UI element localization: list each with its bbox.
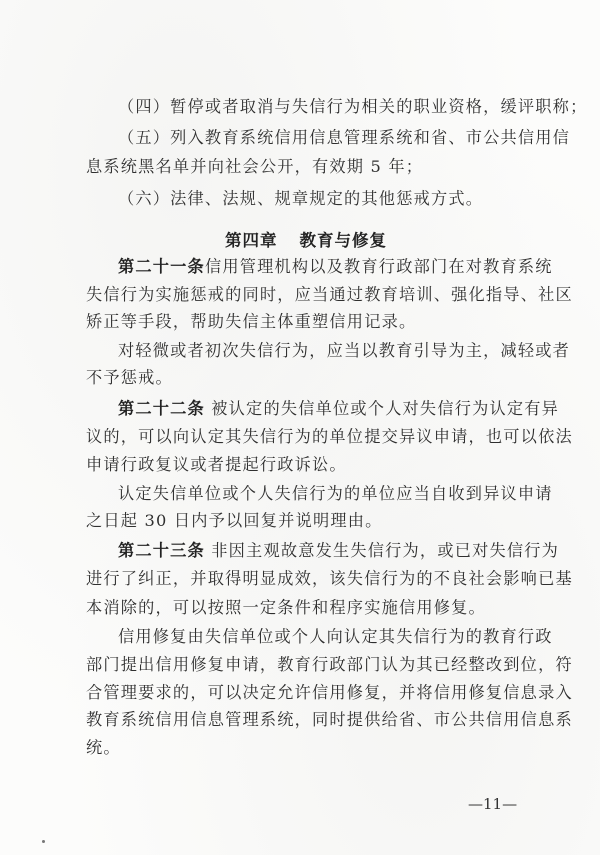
article-21-text: 信用管理机构以及教育行政部门在对教育系统: [204, 257, 553, 276]
list-item-4: （四）暂停或者取消与失信行为相关的职业资格，缓评职称；: [118, 97, 588, 116]
scan-speck: [42, 840, 45, 843]
article-23-para2-line-4: 教育系统信用信息管理系统，同时提供给省、市公共信用信息系: [86, 710, 573, 729]
article-22-line-2: 议的，可以向认定其失信行为的单位提交异议申请，也可以依法: [86, 427, 573, 446]
page-number: —11—: [468, 795, 518, 813]
chapter-title: 教育与修复: [299, 231, 387, 250]
article-22-text: 被认定的失信单位或个人对失信行为认定有异: [204, 399, 560, 418]
article-21-line-1: [118, 257, 553, 277]
article-22-para2-line-2: 之日起 30 日内予以回复并说明理由。: [86, 511, 383, 530]
chapter-heading: [0, 231, 600, 251]
article-23-line-1: [118, 541, 560, 561]
article-21-para2-line-2: 不予惩戒。: [86, 368, 173, 387]
article-23-para2-line-2: 部门提出信用修复申请，教育行政部门认为其已经整改到位，符: [86, 655, 573, 674]
article-21-line-3: 矫正等手段，帮助失信主体重塑信用记录。: [86, 312, 417, 331]
article-21-para2-line-1: 对轻微或者初次失信行为，应当以教育引导为主，减轻或者: [118, 341, 571, 360]
list-item-5-line-1: （五）列入教育系统信用信息管理系统和省、市公共信用信: [118, 128, 571, 147]
article-22-para2-line-1: 认定失信单位或个人失信行为的单位应当自收到异议申请: [118, 484, 553, 503]
article-23-label: 第二十三条: [118, 541, 205, 560]
list-item-5-line-2: 息系统黑名单并向社会公开，有效期 5 年；: [86, 157, 424, 176]
article-23-para2-line-1: 信用修复由失信单位或个人向认定其失信行为的教育行政: [118, 627, 553, 646]
article-22-line-3: 申请行政复议或者提起行政诉讼。: [86, 455, 347, 474]
article-21-line-2: 失信行为实施惩戒的同时，应当通过教育培训、强化指导、社区: [86, 285, 573, 304]
article-23-line-2: 进行了纠正，并取得明显成效，该失信行为的不良社会影响已基: [86, 569, 573, 588]
article-23-line-3: 本消除的，可以按照一定条件和程序实施信用修复。: [86, 598, 486, 617]
list-item-6: （六）法律、法规、规章规定的其他惩戒方式。: [118, 189, 484, 208]
article-22-label: 第二十二条: [118, 399, 205, 418]
article-21-label: 第二十一条: [118, 257, 205, 276]
article-23-para2-line-5: 统。: [86, 738, 121, 757]
article-23-para2-line-3: 合管理要求的，可以决定允许信用修复，并将信用修复信息录入: [86, 683, 573, 702]
article-22-line-1: [118, 399, 560, 419]
article-23-text: 非因主观故意发生失信行为，或已对失信行为: [204, 541, 560, 560]
chapter-number: 第四章: [225, 231, 278, 250]
